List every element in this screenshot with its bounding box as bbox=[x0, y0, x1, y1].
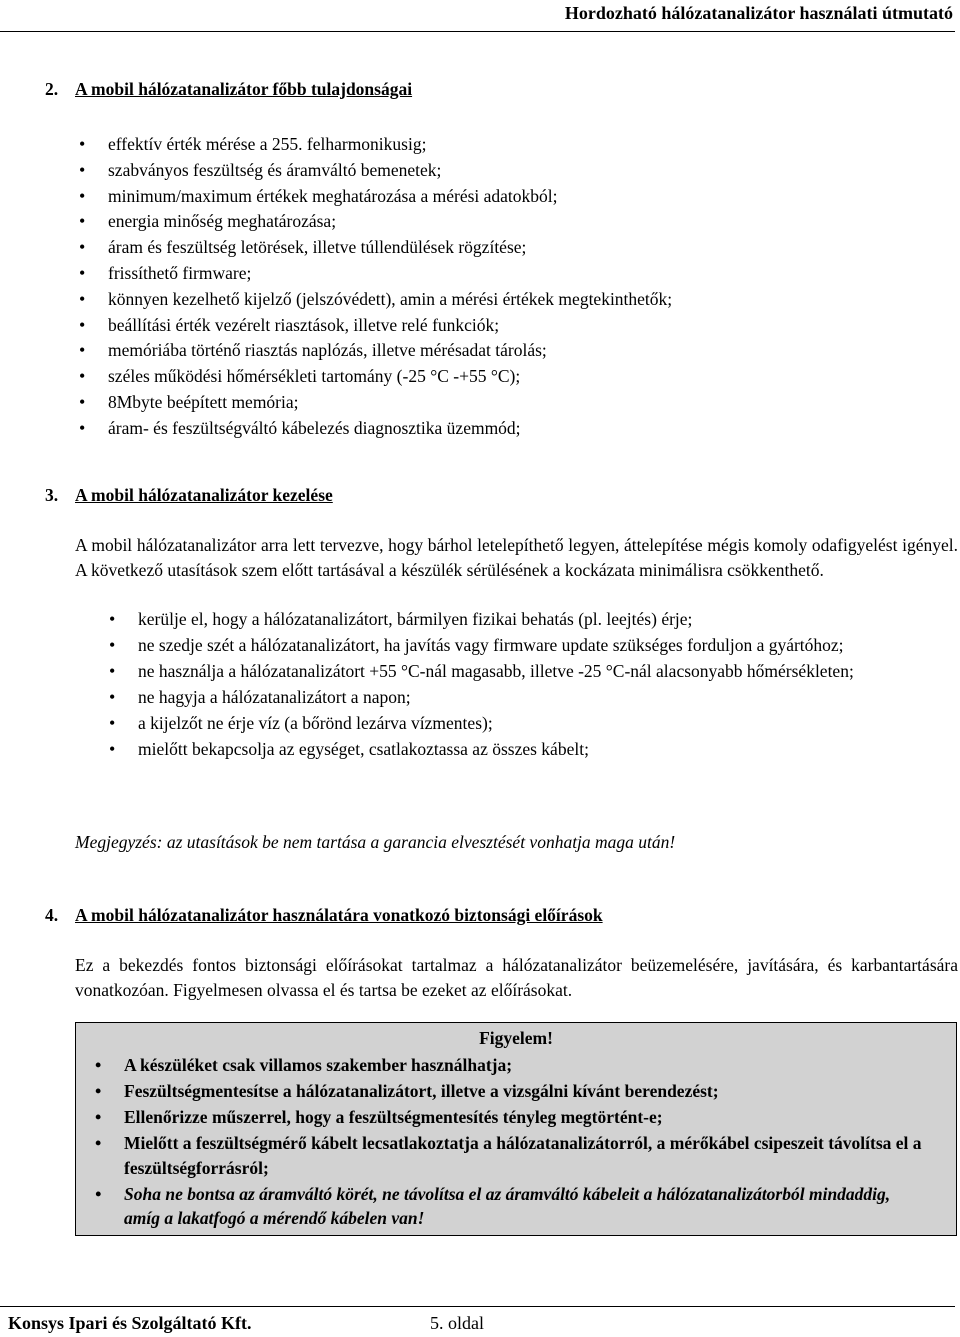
section-3-intro: A mobil hálózatanalizátor arra lett tervezve, hogy bárhol letelepíthető legyen, áttelepítése mégis komoly odafigyelést igényel. A következő utasítások szem előtt tartásával a készülék sérülésének a kockázata minimálisra csökkenthető. bbox=[75, 535, 958, 580]
bullet-icon: • bbox=[109, 635, 116, 655]
list-item: • memóriába történő riasztás naplózás, illetve mérésadat tárolás; bbox=[79, 340, 547, 361]
warning-box bbox=[75, 1022, 957, 1236]
section-2-number: 2. bbox=[45, 79, 59, 99]
handling-rules-list bbox=[109, 607, 958, 763]
list-item: • energia minőség meghatározása; bbox=[79, 211, 337, 232]
bullet-icon: • bbox=[95, 1055, 102, 1075]
section-4-title: A mobil hálózatanalizátor használatára vonatkozó biztonsági előírások bbox=[75, 905, 603, 925]
list-item: • beállítási érték vezérelt riasztások, illetve relé funkciók; bbox=[79, 314, 500, 335]
bullet-icon: • bbox=[95, 1183, 102, 1204]
list-item: • széles működési hőmérsékleti tartomány (-25 °C -+55 °C); bbox=[79, 366, 521, 387]
list-item: • kerülje el, hogy a hálózatanalizátort, bármilyen fizikai behatás (pl. leejtés) érje; bbox=[138, 607, 958, 632]
page-footer bbox=[0, 1306, 955, 1333]
list-item: • áram és feszültség letörések, illetve túllendülések rögzítése; bbox=[79, 237, 527, 258]
bullet-icon: • bbox=[79, 211, 86, 232]
list-item: • Mielőtt a feszültségmérő kábelt lecsatlakoztatja a hálózatanalizátorról, a mérőkábel csipeszeit távolítsa el a feszültségforrásról; bbox=[95, 1133, 922, 1178]
bullet-icon: • bbox=[79, 159, 86, 180]
warning-title: Figyelem! bbox=[479, 1028, 553, 1048]
bullet-icon: • bbox=[79, 288, 86, 309]
section-2-title: A mobil hálózatanalizátor főbb tulajdonságai bbox=[75, 79, 413, 99]
list-item: • Ellenőrizze műszerrel, hogy a feszültségmentesítés tényleg megtörtént-e; bbox=[124, 1105, 924, 1130]
bullet-icon: • bbox=[79, 237, 86, 258]
bullet-icon: • bbox=[79, 185, 86, 206]
list-item: • Feszültségmentesítse a hálózatanalizátort, illetve a vizsgálni kívánt berendezést; bbox=[124, 1079, 924, 1104]
list-item: • könnyen kezelhető kijelző (jelszóvédett), amin a mérési értékek megtekinthetők; bbox=[79, 288, 673, 309]
list-item: • szabványos feszültség és áramváltó bemenetek; bbox=[79, 159, 442, 180]
section-3-heading bbox=[45, 485, 333, 506]
list-item: • a kijelzőt ne érje víz (a bőrönd lezárva vízmentes); bbox=[138, 711, 958, 736]
list-item: • mielőtt bekapcsolja az egységet, csatlakoztassa az összes kábelt; bbox=[138, 737, 958, 762]
list-item: • effektív érték mérése a 255. felharmonikusig; bbox=[79, 134, 427, 154]
bullet-icon: • bbox=[79, 340, 86, 361]
bullet-icon: • bbox=[79, 314, 86, 335]
bullet-icon: • bbox=[109, 661, 116, 681]
bullet-icon: • bbox=[79, 391, 86, 412]
bullet-icon: • bbox=[109, 739, 116, 759]
list-item: • ne hagyja a hálózatanalizátort a napon; bbox=[138, 685, 958, 710]
section-2-heading bbox=[45, 79, 412, 100]
list-item: • minimum/maximum értékek meghatározása a mérési adatokból; bbox=[79, 185, 558, 206]
page-header bbox=[0, 0, 955, 32]
bullet-icon: • bbox=[79, 417, 86, 438]
bullet-icon: • bbox=[79, 262, 86, 283]
section-3-title: A mobil hálózatanalizátor kezelése bbox=[75, 485, 333, 505]
page-number: 5. oldal bbox=[430, 1313, 484, 1333]
list-item: • frissíthető firmware; bbox=[79, 262, 252, 283]
list-item: • ne szedje szét a hálózatanalizátort, ha javítás vagy firmware update szükséges forduljon a gyártóhoz; bbox=[138, 633, 958, 658]
bullet-icon: • bbox=[95, 1133, 102, 1153]
list-item: • Soha ne bontsa az áramváltó körét, ne távolítsa el az áramváltó kábeleit a hálózatanalizátorból mindaddig, amíg a lakatfogó a mérendő kábelen van! bbox=[95, 1183, 891, 1228]
bullet-icon: • bbox=[109, 609, 116, 629]
warranty-note: Megjegyzés: az utasítások be nem tartása a garancia elvesztését vonhatja maga után! bbox=[75, 832, 676, 852]
header-title: Hordozható hálózatanalizátor használati útmutató bbox=[564, 3, 953, 23]
bullet-icon: • bbox=[95, 1107, 102, 1127]
bullet-icon: • bbox=[109, 713, 116, 733]
section-4-intro: Ez a bekezdés fontos biztonsági előírásokat tartalmaz a hálózatanalizátor beüzemelésére, javítására, és karbantartására vonatkozóan. Figyelmesen olvassa el és tartsa be ezeket az előírásokat. bbox=[75, 955, 958, 1000]
bullet-icon: • bbox=[95, 1081, 102, 1101]
bullet-icon: • bbox=[109, 687, 116, 707]
list-item: • ne használja a hálózatanalizátort +55 °C-nál magasabb, illetve -25 °C-nál alacsonyabb hőmérsékleten; bbox=[138, 659, 958, 684]
section-4-number: 4. bbox=[45, 905, 59, 925]
bullet-icon: • bbox=[79, 134, 86, 154]
list-item: • A készüléket csak villamos szakember használhatja; bbox=[124, 1053, 924, 1078]
section-4-heading bbox=[45, 905, 603, 926]
bullet-icon: • bbox=[79, 366, 86, 387]
features-list bbox=[79, 133, 938, 443]
list-item: • áram- és feszültségváltó kábelezés diagnosztika üzemmód; bbox=[79, 417, 521, 438]
footer-company: Konsys Ipari és Szolgáltató Kft. bbox=[8, 1313, 252, 1333]
section-3-number: 3. bbox=[45, 485, 59, 505]
safety-rules-list bbox=[95, 1053, 924, 1232]
list-item: • 8Mbyte beépített memória; bbox=[79, 391, 299, 412]
